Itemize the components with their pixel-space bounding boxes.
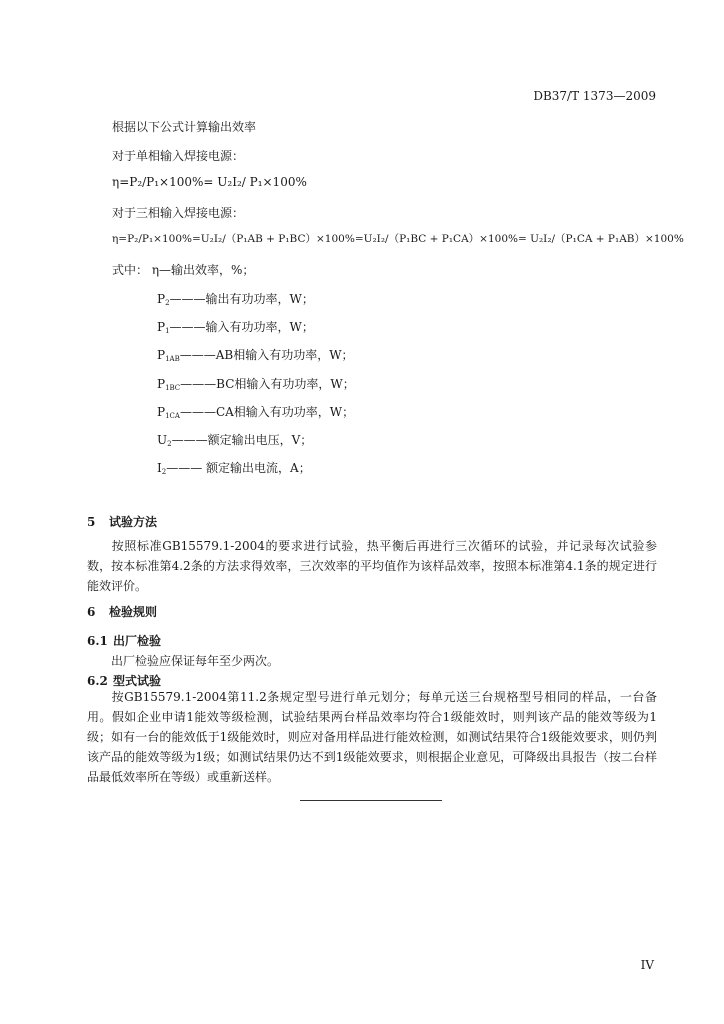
variable-definition: $P_{1AB}———AB$相输入有功功率，W； <box>157 348 354 363</box>
three-phase-label: 对于三相输入焊接电源： <box>112 206 245 220</box>
subsection-heading: 6.1 出厂检验 <box>87 634 162 648</box>
section-paragraph: 按照标准GB15579.1-2004的要求进行试验，热平衡后再进行三次循环的试验，并记录每次试验参数，按本标准第4.2条的方法求得效率，三次效率的平均值作为该样品效率，按照本标准第4.1条的规定进行能效评价。 <box>87 539 657 593</box>
end-rule <box>300 800 442 801</box>
variable-definition: $U_2———$额定输出电压，V； <box>157 433 313 448</box>
single-phase-formula: η=P₂/P₁×100%= U₂I₂/ P₁×100% <box>112 175 307 189</box>
single-phase-label: 对于单相输入焊接电源： <box>112 149 245 163</box>
where-label: 式中： <box>112 263 149 277</box>
formula-intro: 根据以下公式计算输出效率 <box>112 120 257 134</box>
document-code: DB37/T 1373—2009 <box>533 89 656 103</box>
variable-definition: $P_2———$输出有功功率，W； <box>157 292 314 307</box>
section-heading: 6 检验规则 <box>87 605 158 619</box>
three-phase-formula: η=P₂/P₁×100%=U₂I₂/（P₁AB + P₁BC）×100%=U₂I₂/（P₁BC + P₁CA）×100%= U₂I₂/（P₁CA + P₁AB）×100% <box>112 233 684 245</box>
page-number: IV <box>640 958 654 972</box>
subsection-heading: 6.2 型式试验 <box>87 674 162 688</box>
eta-definition: η—输出效率，%； <box>151 263 255 277</box>
section-heading: 5 试验方法 <box>87 515 158 529</box>
variable-definition: $P_{1BC}———BC$相输入有功功率，W； <box>157 377 355 392</box>
variable-definition: $P_{1CA}———CA$相输入有功功率，W； <box>157 405 355 420</box>
section-paragraph: 按GB15579.1-2004第11.2条规定型号进行单元划分；每单元送三台规格型号相同的样品，一台备用。假如企业申请1能效等级检测，试验结果两台样品效率均符合1级能效时，则判该产品的能效等级为1级；如有一台的能效低于1级能效时，则应对备用样品进行能效检测，如测试结果符合1级能效要求，则仍判该产品的能效等级为1级；如测试结果仍达不到1级能效要求，则根据企业意见，可降级出具报告（按二台样品最低效率所在等级）或重新送样。 <box>87 690 657 784</box>
variable-definition: $I_2———$ 额定输出电流，A； <box>157 461 311 476</box>
section-paragraph: 出厂检验应保证每年至少两次。 <box>111 654 280 668</box>
variable-definition: $P_1———$输入有功功率，W； <box>157 320 314 335</box>
where-line <box>112 261 254 278</box>
